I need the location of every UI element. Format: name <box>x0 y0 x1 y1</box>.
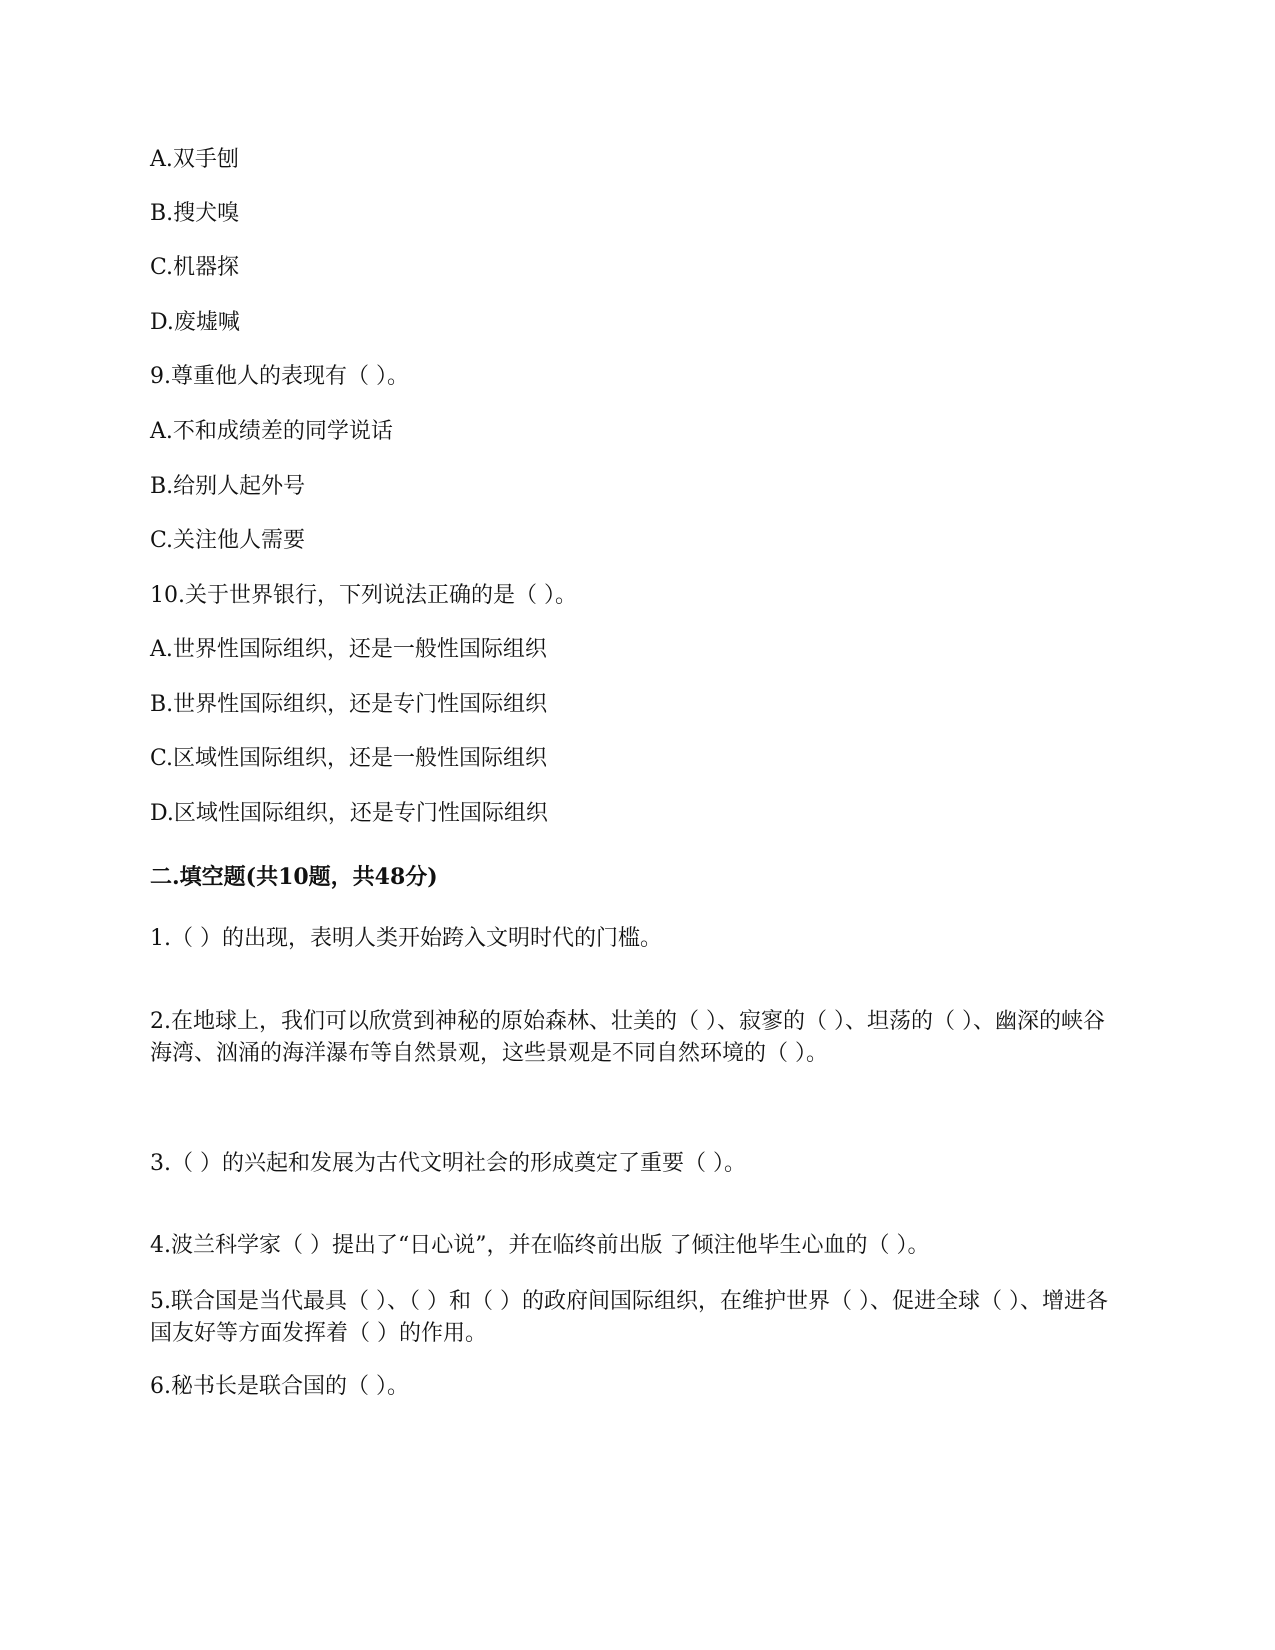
q10-option-d: D.区域性国际组织，还是专门性国际组织 <box>150 801 548 826</box>
q9-stem: 9.尊重他人的表现有（ ）。 <box>150 364 409 389</box>
q9-option-b: B.给别人起外号 <box>150 474 306 499</box>
fill-item-4: 4.波兰科学家（ ）提出了“日心说”，并在临终前出版 了倾注他毕生心血的（ ）。 <box>150 1233 930 1258</box>
q10-option-a: A.世界性国际组织，还是一般性国际组织 <box>150 637 547 662</box>
q8-option-a: A.双手刨 <box>150 147 239 172</box>
fill-item-3: 3.（ ）的兴起和发展为古代文明社会的形成奠定了重要（ ）。 <box>150 1151 746 1176</box>
fill-item-6: 6.秘书长是联合国的（ ）。 <box>150 1374 409 1399</box>
q8-option-b: B.搜犬嗅 <box>150 201 240 226</box>
q10-option-b: B.世界性国际组织，还是专门性国际组织 <box>150 692 548 717</box>
q10-stem: 10.关于世界银行，下列说法正确的是（ ）。 <box>150 583 577 608</box>
q8-option-c: C.机器探 <box>150 255 240 280</box>
q10-option-c: C.区域性国际组织，还是一般性国际组织 <box>150 746 548 771</box>
q9-option-a: A.不和成绩差的同学说话 <box>150 419 393 444</box>
fill-item-1: 1.（ ）的出现，表明人类开始跨入文明时代的门槛。 <box>150 926 662 951</box>
q9-option-c: C.关注他人需要 <box>150 528 306 553</box>
section-heading: 二.填空题(共10题，共48分) <box>150 864 438 890</box>
q8-option-d: D.废墟喊 <box>150 310 240 335</box>
fill-item-2: 2.在地球上，我们可以欣赏到神秘的原始森林、壮美的（ ）、寂寥的（ ）、坦荡的（ ）、幽深的峡谷海湾、汹涌的海洋瀑布等自然景观，这些景观是不同自然环境的（ ）。 <box>150 1009 1105 1066</box>
fill-item-5: 5.联合国是当代最具（ ）、（ ）和（ ）的政府间国际组织，在维护世界（ ）、促进全球（ ）、增进各国友好等方面发挥着（ ）的作用。 <box>150 1289 1108 1346</box>
